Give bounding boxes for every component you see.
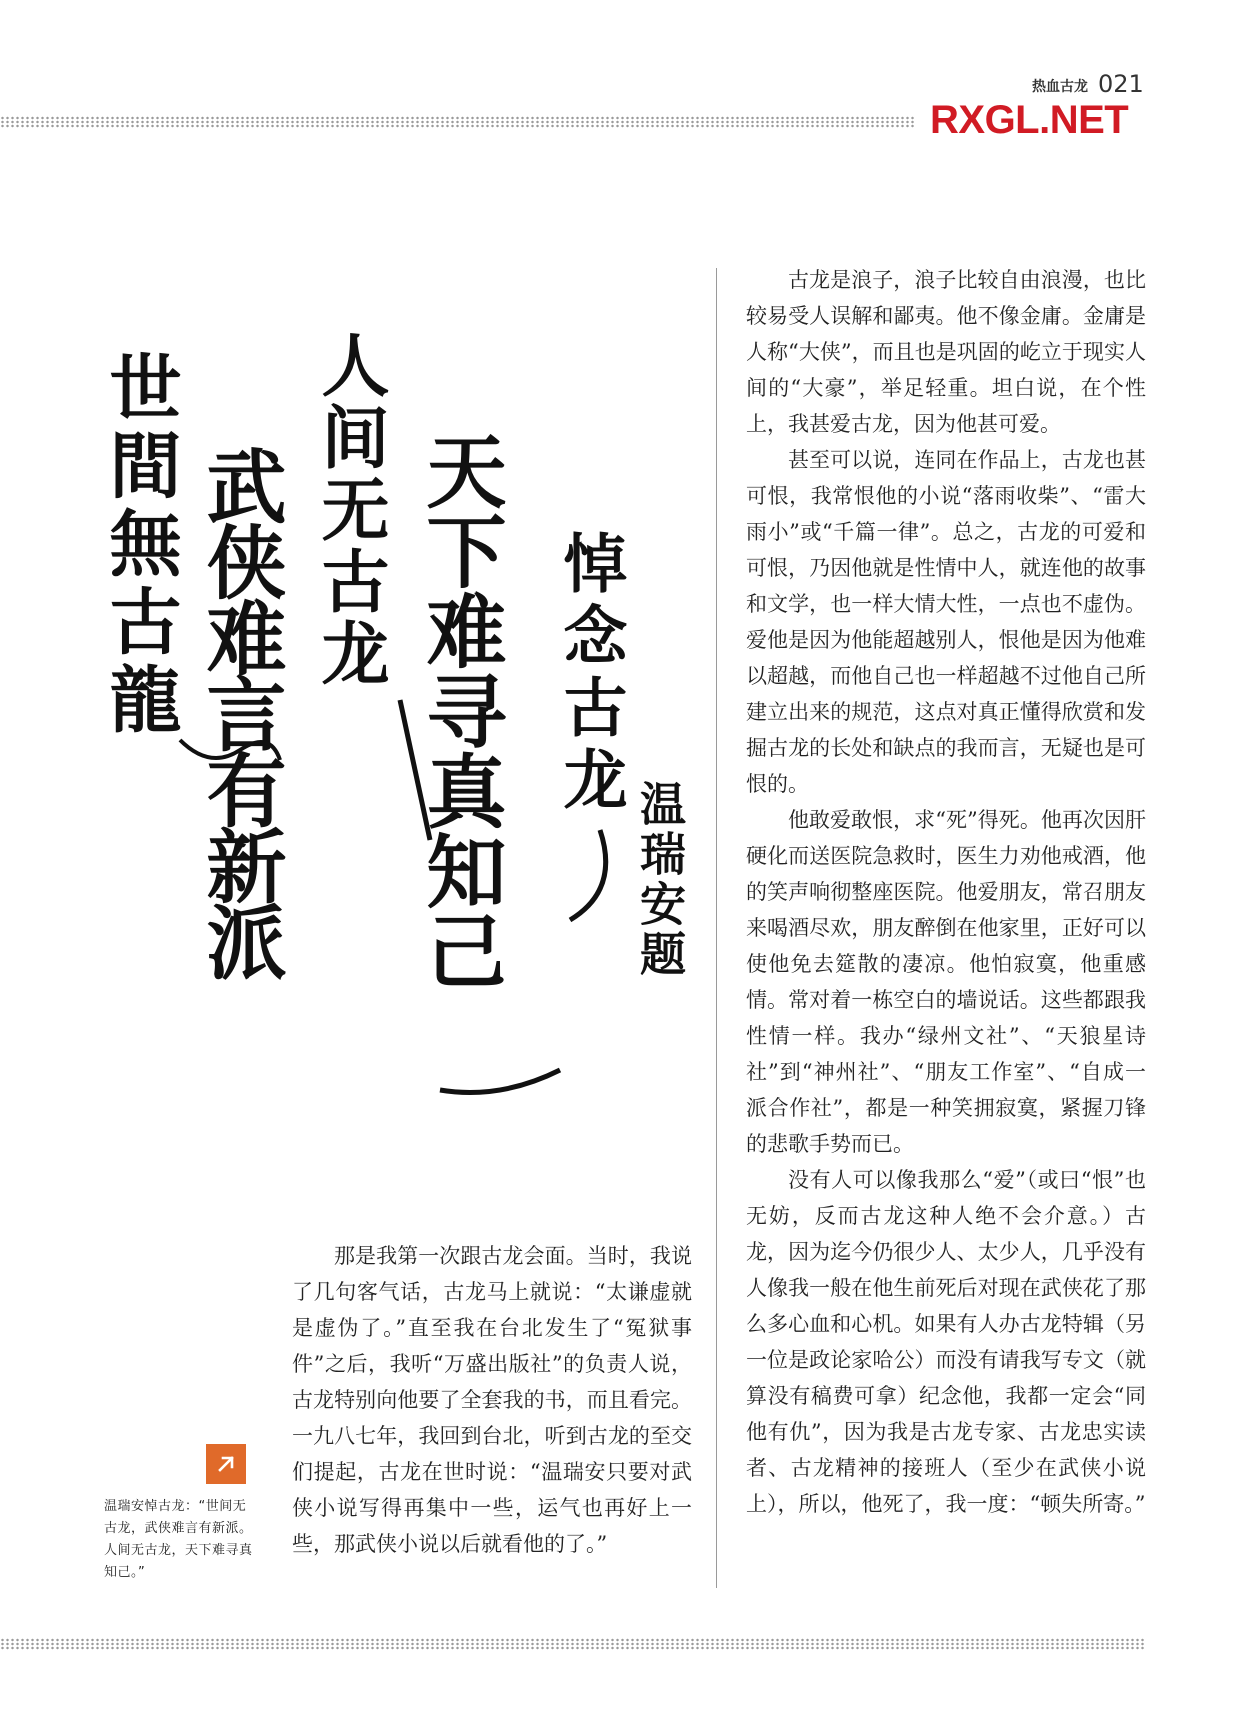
caption-marker <box>206 1444 246 1484</box>
paragraph: 甚至可以说，连同在作品上，古龙也甚可恨，我常恨他的小说“落雨收柴”、“雷大雨小”或“千篇一律”。总之，古龙的可爱和可恨，乃因他就是性情中人，就连他的故事和文学，也一样大情大性，一点也不虚伪。爱他是因为他能超越别人，恨他是因为他难以超越，而他自己也一样超越不过他自己所建立出来的规范，这点对真正懂得欣赏和发掘古龙的长处和缺点的我而言，无疑也是可恨的。 <box>746 448 1146 796</box>
calligraphy-line-3: 人间无古龙 <box>310 330 390 690</box>
right-text-column <box>746 262 1146 1522</box>
calligraphy-image <box>100 330 700 1210</box>
paragraph: 没有人可以像我那么“爱”（或曰“恨”也无妨，反而古龙这种人绝不会介意。）古龙，因为迄今仍很少人、太少人，几乎没有人像我一般在他生前死后对现在武侠花了那么多心血和心机。如果有人办古龙特辑（另一位是政论家哈公）而没有请我写专文（就算没有稿费可拿）纪念他，我都一定会“同他有仇”，因为我是古龙专家、古龙忠实读者、古龙精神的接班人（至少在武侠小说上），所以，他死了，我一度：“顿失所寄。” <box>746 1168 1146 1516</box>
paragraph: 古龙是浪子，浪子比较自由浪漫，也比较易受人误解和鄙夷。他不像金庸。金庸是人称“大侠”，而且也是巩固的屹立于现实人间的“大豪”，举足轻重。坦白说，在个性上，我甚爱古龙，因为他甚可爱。 <box>746 268 1146 436</box>
arrow-up-right-icon <box>214 1452 238 1476</box>
bottom-dotted-rule <box>0 1638 1145 1650</box>
calligraphy-svg <box>100 330 700 1210</box>
paragraph: 他敢爱敢恨，求“死”得死。他再次因肝硬化而送医院急救时，医生力劝他戒酒，他的笑声响彻整座医院。他爱朋友，常召朋友来喝酒尽欢，朋友醉倒在他家里，正好可以使他免去筵散的凄凉。他怕寂寞，他重感情。常对着一栋空白的墙说话。这些都跟我性情一样。我办“绿州文社”、“天狼星诗社”到“神州社”、“朋友工作室”、“自成一派合作社”，都是一种笑拥寂寞，紧握刀锋的悲歌手势而已。 <box>746 808 1146 1156</box>
calligraphy-stroke <box>440 1070 560 1093</box>
section-title: 热血古龙 <box>1032 79 1088 95</box>
brand-logo: RXGL.NET <box>930 98 1129 142</box>
calligraphy-stroke <box>570 830 606 920</box>
paragraph: 那是我第一次跟古龙会面。当时，我说了几句客气话，古龙马上就说：“太谦虚就是虚伪了。”直至我在台北发生了“冤狱事件”之后，我听“万盛出版社”的负责人说，古龙特别向他要了全套我的书，而且看完。一九八七年，我回到台北，听到古龙的至交们提起，古龙在世时说：“温瑞安只要对武侠小说写得再集中一些，运气也再好上一些，那武侠小说以后就看他的了。” <box>292 1244 692 1556</box>
left-text-column <box>292 1238 692 1562</box>
calligraphy-line-6: 温瑞安题 <box>633 780 687 980</box>
calligraphy-line-2: 武侠难言有新派 <box>193 445 287 977</box>
image-caption: 温瑞安悼古龙：“世间无古龙，武侠难言有新派。人间无古龙，天下难寻真知己。” <box>104 1499 253 1580</box>
page-number: 021 <box>1098 70 1144 98</box>
calligraphy-line-5: 悼念古龙 <box>552 530 628 818</box>
column-divider <box>716 268 717 1588</box>
top-dotted-rule <box>0 116 915 128</box>
calligraphy-line-4: 天下难寻真知己 <box>413 430 507 990</box>
calligraphy-line-1: 世間無古龍 <box>100 350 183 740</box>
